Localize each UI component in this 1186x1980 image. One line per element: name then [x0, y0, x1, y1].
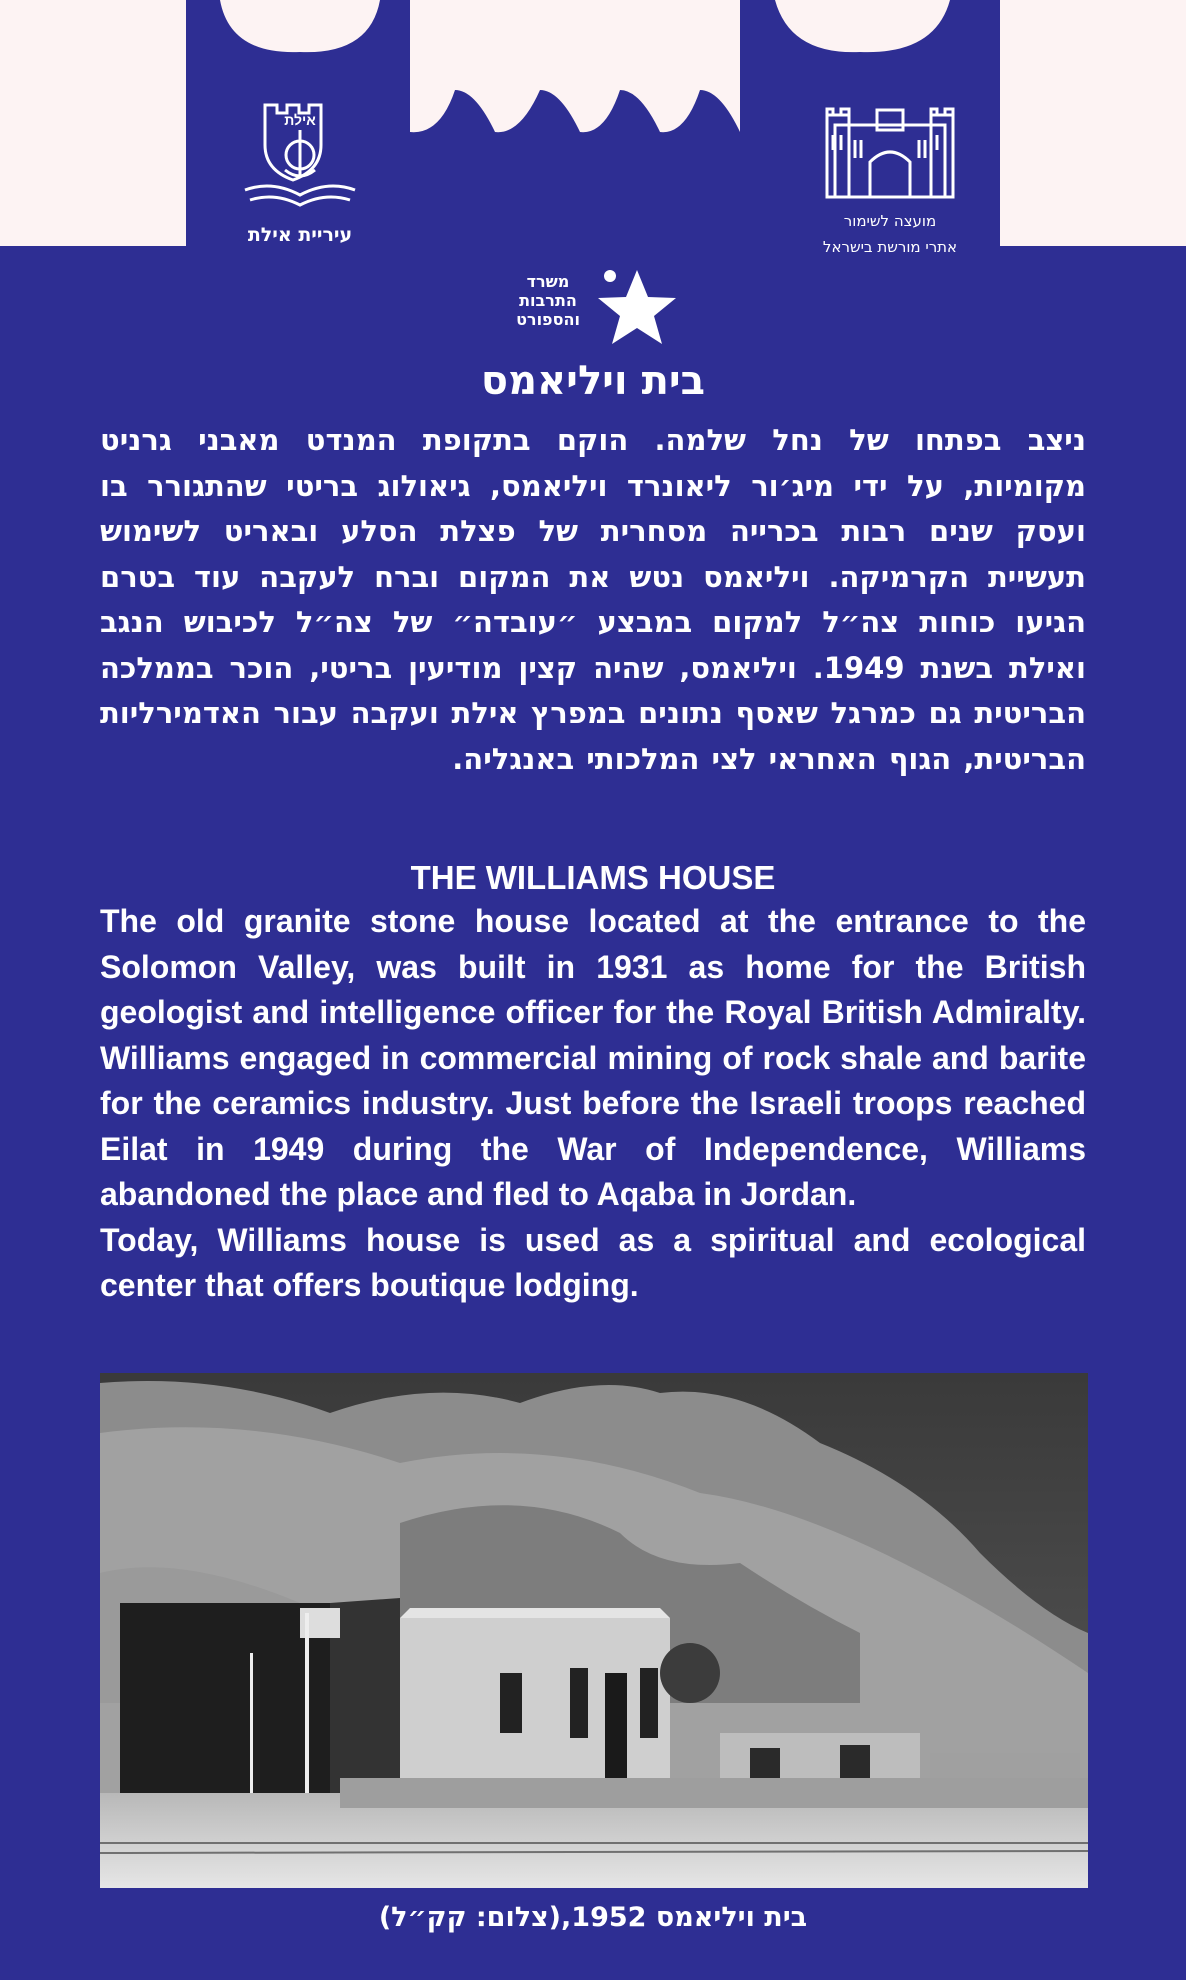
english-title: THE WILLIAMS HOUSE [410, 859, 776, 896]
eilat-emblem-text: אילת [284, 112, 316, 128]
council-caption-line2: אתרי מורשת בישראל [822, 238, 958, 256]
ministry-line3: והספורט [516, 310, 580, 329]
williams-house-photo-image [100, 1373, 1088, 1888]
heritage-council-logo [800, 100, 980, 257]
eilat-municipality-logo [240, 95, 360, 246]
heritage-building-icon [825, 100, 955, 200]
ministry-line2: התרבות [519, 291, 577, 310]
star-icon [592, 262, 682, 352]
eilat-caption: עיריית אילת [247, 224, 353, 246]
english-paragraph-1: The old granite stone house located at the entrance to the Solomon Valley, was built in 1931 as home for the British geologist and intelligence officer for the Royal British Admiralty. Williams engaged in commercial mining of rock shale and barite for the ceramics industry. Just before the Israeli troops reached Eilat in 1949 during the War of Independence, Williams abandoned the place and fled to Aqaba in Jordan. [100, 903, 1086, 1212]
hebrew-title: בית ויליאמס [480, 358, 706, 404]
eilat-emblem-icon [240, 95, 360, 215]
historic-photo [100, 1373, 1088, 1888]
english-body [100, 899, 1086, 1309]
council-caption-line1: מועצה לשימור [843, 212, 937, 230]
photo-caption: בית ויליאמס 1952,(צלום: קק״ל) [378, 1902, 808, 1933]
ministry-culture-sport-logo [500, 262, 690, 354]
english-paragraph-2: Today, Williams house is used as a spiritual and ecological center that offers boutique lodging. [100, 1221, 1086, 1303]
ministry-line1: משרד [526, 272, 570, 291]
hebrew-body: ניצב בפתחו של נחל שלמה. הוקם בתקופת המנדט מאבני גרניט מקומיות, על ידי מיג׳ור ליאונרד ויליאמס, גיאולוג בריטי שהתגורר בו ועסק שנים רבות בכרייה מסחרית של פצלת הסלע ובאריט לשימוש תעשיית הקרמיקה. ויליאמס נטש את המקום וברח לעקבה עוד בטרם הגיעו כוחות צה״ל למקום במבצע ״עובדה״ של צה״ל לכיבוש הנגב ואילת בשנת 1949. ויליאמס, שהיה קצין מודיעין בריטי, הוכר בממלכה הבריטית גם כמרגל שאסף נתונים במפרץ אילת ועקבה עבור האדמירליות הבריטית, הגוף האחראי לצי המלכותי באנגליה. [100, 423, 1086, 776]
ministry-text [500, 272, 596, 329]
